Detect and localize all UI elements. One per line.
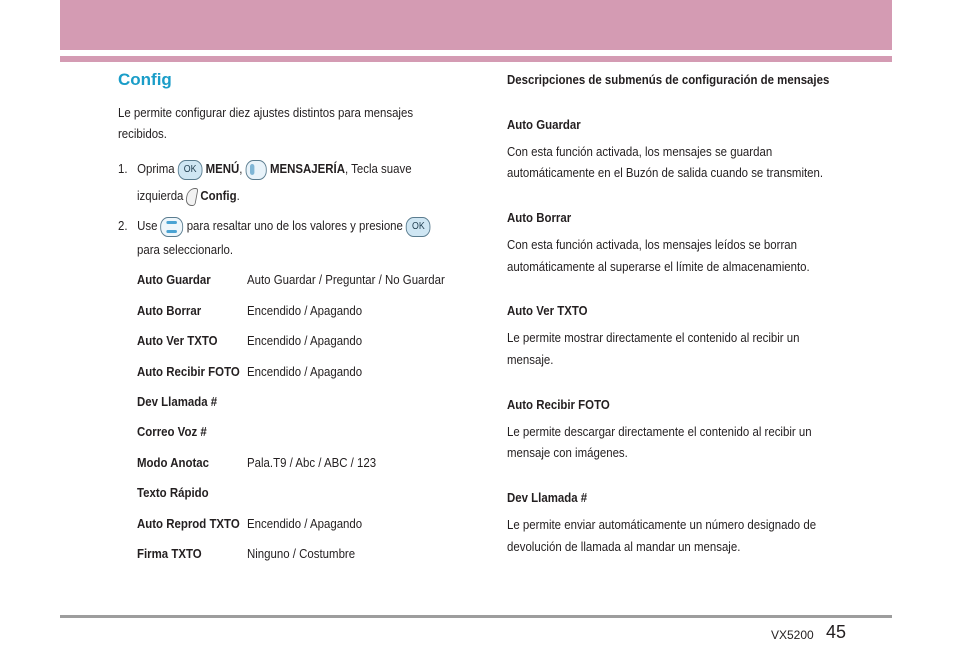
section-line: Le permite mostrar directamente el contenido al recibir un (507, 330, 800, 345)
right-soft-key-icon (246, 160, 267, 180)
period-text: . (236, 188, 240, 203)
setting-name: Auto Reprod TXTO (137, 516, 240, 531)
section-line: mensaje con imágenes. (507, 445, 628, 460)
mensajeria-keyword: MENSAJERÍA (269, 161, 346, 176)
comma-text: , (239, 161, 243, 176)
section-line: mensaje. (507, 352, 554, 367)
section-line: Con esta función activada, los mensajes se guardan (507, 144, 773, 159)
ok-key-icon: OK (178, 160, 203, 180)
header-rule (60, 56, 892, 62)
setting-value: Encendido / Apagando (247, 303, 363, 318)
izquierda-text: izquierda (137, 188, 184, 203)
section-title: Auto Recibir FOTO (507, 397, 610, 412)
step-2-resaltar: para resaltar uno de los valores y presione (186, 218, 403, 233)
setting-name: Auto Recibir FOTO (137, 364, 240, 379)
section-line: Le permite enviar automáticamente un número designado de (507, 517, 817, 532)
tecla-suave-text: , Tecla suave (345, 161, 412, 176)
menu-keyword: MENÚ (205, 161, 240, 176)
ok-key-icon: OK (406, 217, 431, 237)
setting-name: Texto Rápido (137, 485, 209, 500)
setting-name: Dev Llamada # (137, 394, 218, 409)
navigation-key-icon (161, 217, 184, 237)
setting-value: Pala.T9 / Abc / ABC / 123 (247, 455, 377, 470)
setting-value: Ninguno / Costumbre (247, 546, 356, 561)
step-2-number: 2. (118, 218, 128, 233)
section-line: automáticamente en el Buzón de salida cuando se transmiten. (507, 165, 824, 180)
section-line: devolución de llamada al mandar un mensaje. (507, 539, 741, 554)
page-title: Config (118, 70, 172, 89)
setting-name: Auto Ver TXTO (137, 333, 218, 348)
intro-line-2: recibidos. (118, 126, 167, 141)
setting-value: Encendido / Apagando (247, 516, 363, 531)
section-title: Auto Ver TXTO (507, 303, 588, 318)
setting-value: Auto Guardar / Preguntar / No Guardar (247, 272, 445, 287)
step-2-use: Use (137, 218, 158, 233)
header-band (60, 0, 892, 50)
setting-value: Encendido / Apagando (247, 364, 363, 379)
step-1-line-1 (118, 158, 412, 180)
step-1-number: 1. (118, 161, 128, 176)
setting-name: Correo Voz # (137, 424, 207, 439)
setting-value: Encendido / Apagando (247, 333, 363, 348)
submenu-descriptions-heading: Descripciones de submenús de configuración de mensajes (507, 72, 830, 87)
section-title: Dev Llamada # (507, 490, 588, 505)
step-2-line-2: para seleccionarlo. (137, 242, 234, 257)
setting-name: Auto Borrar (137, 303, 202, 318)
section-line: Le permite descargar directamente el contenido al recibir un (507, 424, 812, 439)
section-line: automáticamente al superarse el límite de almacenamiento. (507, 259, 810, 274)
step-1-oprima: Oprima (137, 161, 175, 176)
footer-rule (60, 615, 892, 618)
intro-line-1: Le permite configurar diez ajustes distintos para mensajes (118, 105, 414, 120)
page-number: 45 (826, 622, 847, 642)
setting-name: Firma TXTO (137, 546, 202, 561)
config-keyword: Config (200, 188, 237, 203)
left-soft-key-icon (185, 188, 199, 206)
footer-model-name: VX5200 (771, 628, 814, 642)
section-title: Auto Guardar (507, 117, 581, 132)
section-line: Con esta función activada, los mensajes leídos se borran (507, 237, 797, 252)
step-2-line-1 (118, 215, 431, 237)
setting-name: Modo Anotac (137, 455, 210, 470)
section-title: Auto Borrar (507, 210, 572, 225)
step-1-line-2 (137, 185, 240, 207)
setting-name: Auto Guardar (137, 272, 211, 287)
